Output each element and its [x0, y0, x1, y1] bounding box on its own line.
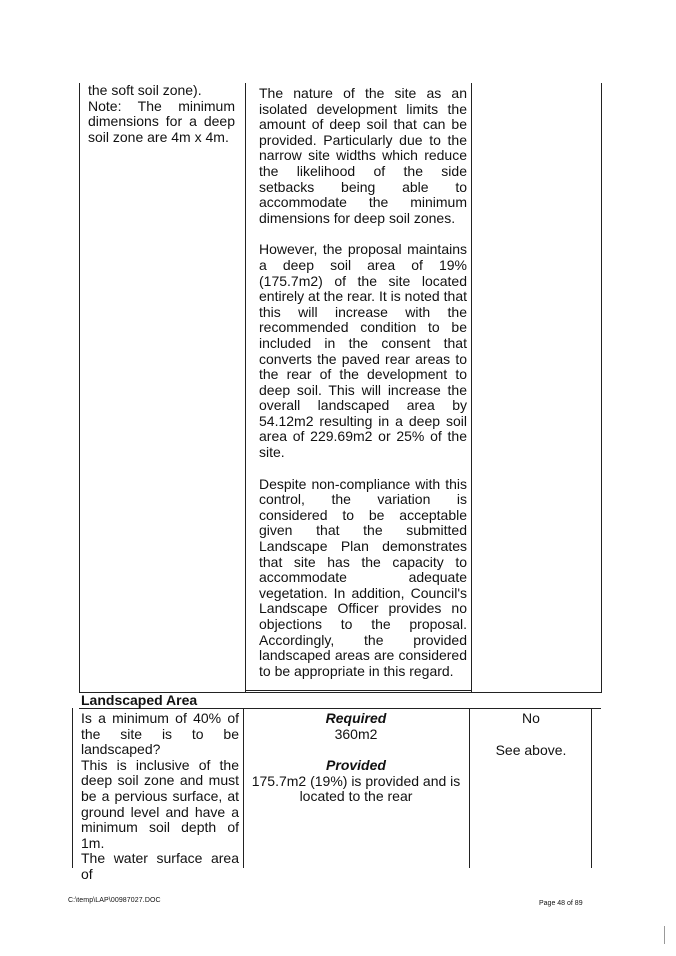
table-border-right-lower: [591, 708, 592, 868]
provided-value: 175.7m2 (19%) is provided and is located to the rear: [251, 772, 461, 805]
table-divider-col2-upper: [471, 83, 472, 693]
required-label: Required: [325, 710, 387, 726]
table-divider-col2-lower: [469, 708, 470, 868]
row2-criteria-question: Is a minimum of 40% of the site is to be landscaped?: [81, 710, 239, 758]
table-divider-col1-lower: [243, 708, 244, 868]
footer-page-number: Page 48 of 89: [539, 900, 583, 907]
row2-assessment-cell: [249, 711, 463, 805]
table-row1-bottom-inner: [245, 690, 471, 691]
table-border-left-lower: [72, 708, 73, 868]
section-title-landscaped-area: Landscaped Area: [81, 692, 198, 708]
footer-file-path: C:\temp\LAP\00987027.DOC: [68, 897, 161, 904]
row2-criteria-cell: [81, 711, 239, 883]
row1-criteria-note: Note: The minimum dimensions for a deep soil zone are 4m x 4m.: [88, 97, 235, 145]
row1-criteria-line1: the soft soil zone).: [88, 82, 202, 98]
row1-criteria-cell: [88, 83, 235, 145]
table-divider-col1-upper: [245, 83, 246, 693]
row1-comment-cell: [259, 86, 467, 679]
table-border-right-upper: [601, 83, 602, 693]
table-border-left-upper: [79, 83, 80, 693]
compliance-note: See above.: [495, 741, 567, 758]
provided-label: Provided: [326, 757, 386, 774]
row2-criteria-continued: The water surface area of: [81, 850, 239, 882]
row2-compliance-cell: [475, 711, 587, 758]
row1-comment-paragraph-2: However, the proposal maintains a deep soil area of 19% (175.7m2) of the site located entirely at the rear. It is noted that this will increase with the recommended condition to be included in the consent that converts the paved rear areas to the rear of the development to deep soil. This will increase the overall landscaped area by 54.12m2 resulting in a deep soil area of 229.69m2 or 25% of the site.: [259, 241, 467, 461]
required-value: 360m2: [334, 725, 378, 742]
row1-comment-paragraph-3: Despite non-compliance with this control, the variation is considered to be acceptable given that the submitted Landscape Plan demonstrates that site has the capacity to accommodate adequate vegetation. In addition, Council's Landscape Officer provides no objections to the proposal. Accordingly, the provided landscaped areas are considered to be appropriate in this regard.: [259, 475, 467, 679]
scan-edge-mark: [664, 926, 665, 944]
table-section-bottom: [79, 708, 601, 709]
row1-comment-paragraph-1: The nature of the site as an isolated development limits the amount of deep soil that can be provided. Particularly due to the narrow site widths which reduce the likelihood of the side setbacks being able to accommodate the minimum dimensions for deep soil zones.: [259, 85, 467, 226]
row2-criteria-detail: This is inclusive of the deep soil zone and must be a pervious surface, at ground level and have a minimum soil depth of 1m.: [81, 756, 239, 851]
compliance-status: No: [522, 710, 540, 726]
